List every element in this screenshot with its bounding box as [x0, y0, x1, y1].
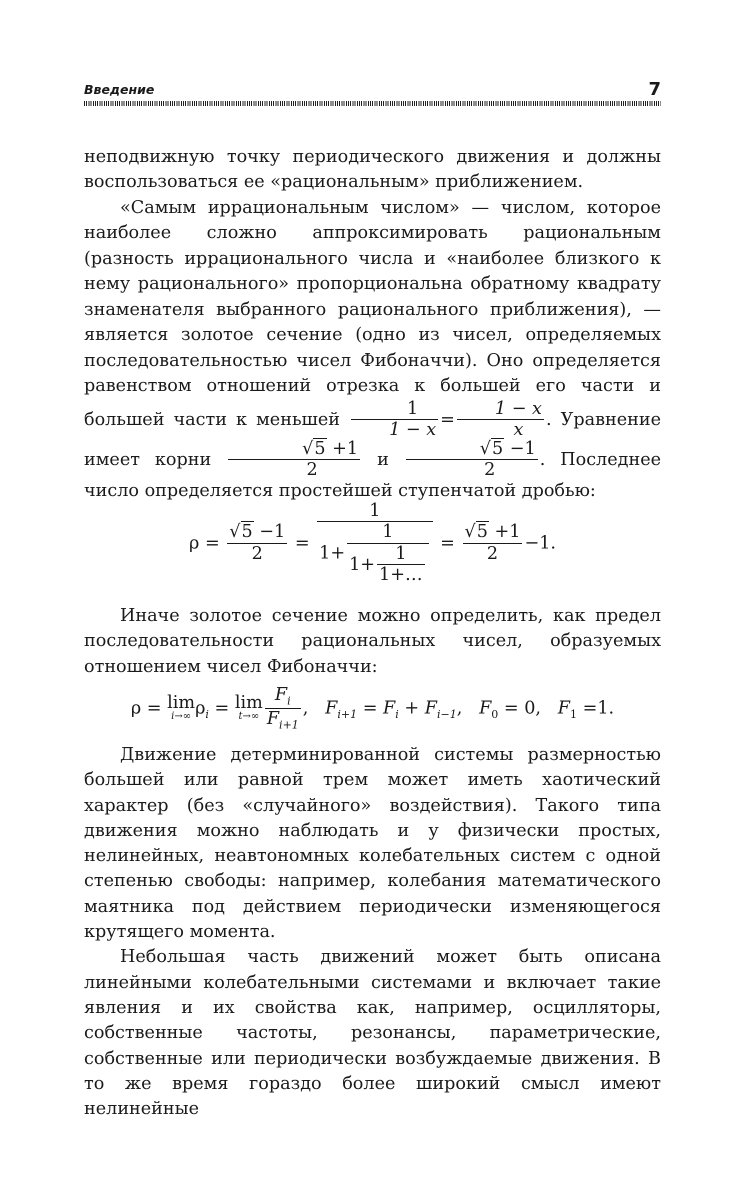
- paragraph-4: Движение детерминированной системы размерностью большей или равной трем может иметь хаотический характер (без «случайного» воздействия). Такого типа движения можно наблюдать и у физически простых, нелинейных, неавтономных колебательных систем с одной степенью свободы: например, колебания математического маятника под действием периодически изменяющегося крутящего момента.: [84, 745, 661, 943]
- fibonacci-limit-formula: ρ = lim i→∞ $\rho_i$ = lim t→∞ $\frac{F_i}{F_{i+1}}$ , $F_{i+1} = F_i + F_{i-1}$, $F_0 = 0$, $F_1 =1$.: [130, 685, 615, 732]
- root-1: $\frac{√5 +1}{2}$: [228, 440, 360, 480]
- text-block-middle: [84, 604, 661, 680]
- text-block-bottom: [84, 743, 661, 1122]
- text-block-top: [84, 145, 661, 505]
- paragraph-3: Иначе золотое сечение можно определить, как предел последовательности рациональных чисел, образуемых отношением чисел Фибоначчи:: [84, 606, 661, 677]
- root-2: $\frac{√5 -1}{2}$: [406, 440, 538, 480]
- section-title: Введение: [84, 82, 155, 97]
- page-number: 7: [648, 79, 661, 100]
- paragraph-2: «Самым иррациональным числом» — числом, которое наиболее сложно аппроксимировать рациональным (разность иррационального числа и «наиболее близкого к нему рационального» пропорциональна обратному квадрату знаменателя выбранного рационального приближения), — является золотое сечение (одно из чисел, определяемых последовательностью чисел Фибоначчи). Оно определяется равенством отношений отрезка к большей его части и большей части к меньшей $\frac{1}{1 - x}$ = $\frac{1 - x}{x}$ . Уравнение имеет корни $\frac{√5 +1}{2}$ и $\frac{√5 -1}{2}$ . Последнее число определяется простейшей ступенчатой дробью:: [84, 197, 662, 502]
- continued-fraction-formula: ρ = $\frac{√5 -1}{2}$ = 1 1+ 1 1+ $\frac{1}{1+\dots}$ = $\frac{√5 +1}{2}$ −1.: [189, 501, 556, 586]
- equation-left-fraction: $\frac{1}{1 - x}$: [351, 400, 438, 440]
- paragraph-5: Небольшая часть движений может быть описана линейными колебательными системами и включает такие явления и их свойства как, например, осцилляторы, собственные частоты, резонансы, параметрические, собственные или периодически возбуждаемые движения. В то же время гораздо более широкий смысл имеют нелинейные: [84, 947, 661, 1120]
- header-rule: [84, 101, 661, 106]
- running-header: [84, 80, 661, 102]
- continued-fraction: 1 1+ 1 1+ $\frac{1}{1+\dots}$: [317, 502, 432, 585]
- equation-right-fraction: $\frac{1 - x}{x}$: [457, 400, 544, 440]
- paragraph-1: неподвижную точку периодического движения и должны воспользоваться ее «рациональным» приближением.: [84, 147, 661, 193]
